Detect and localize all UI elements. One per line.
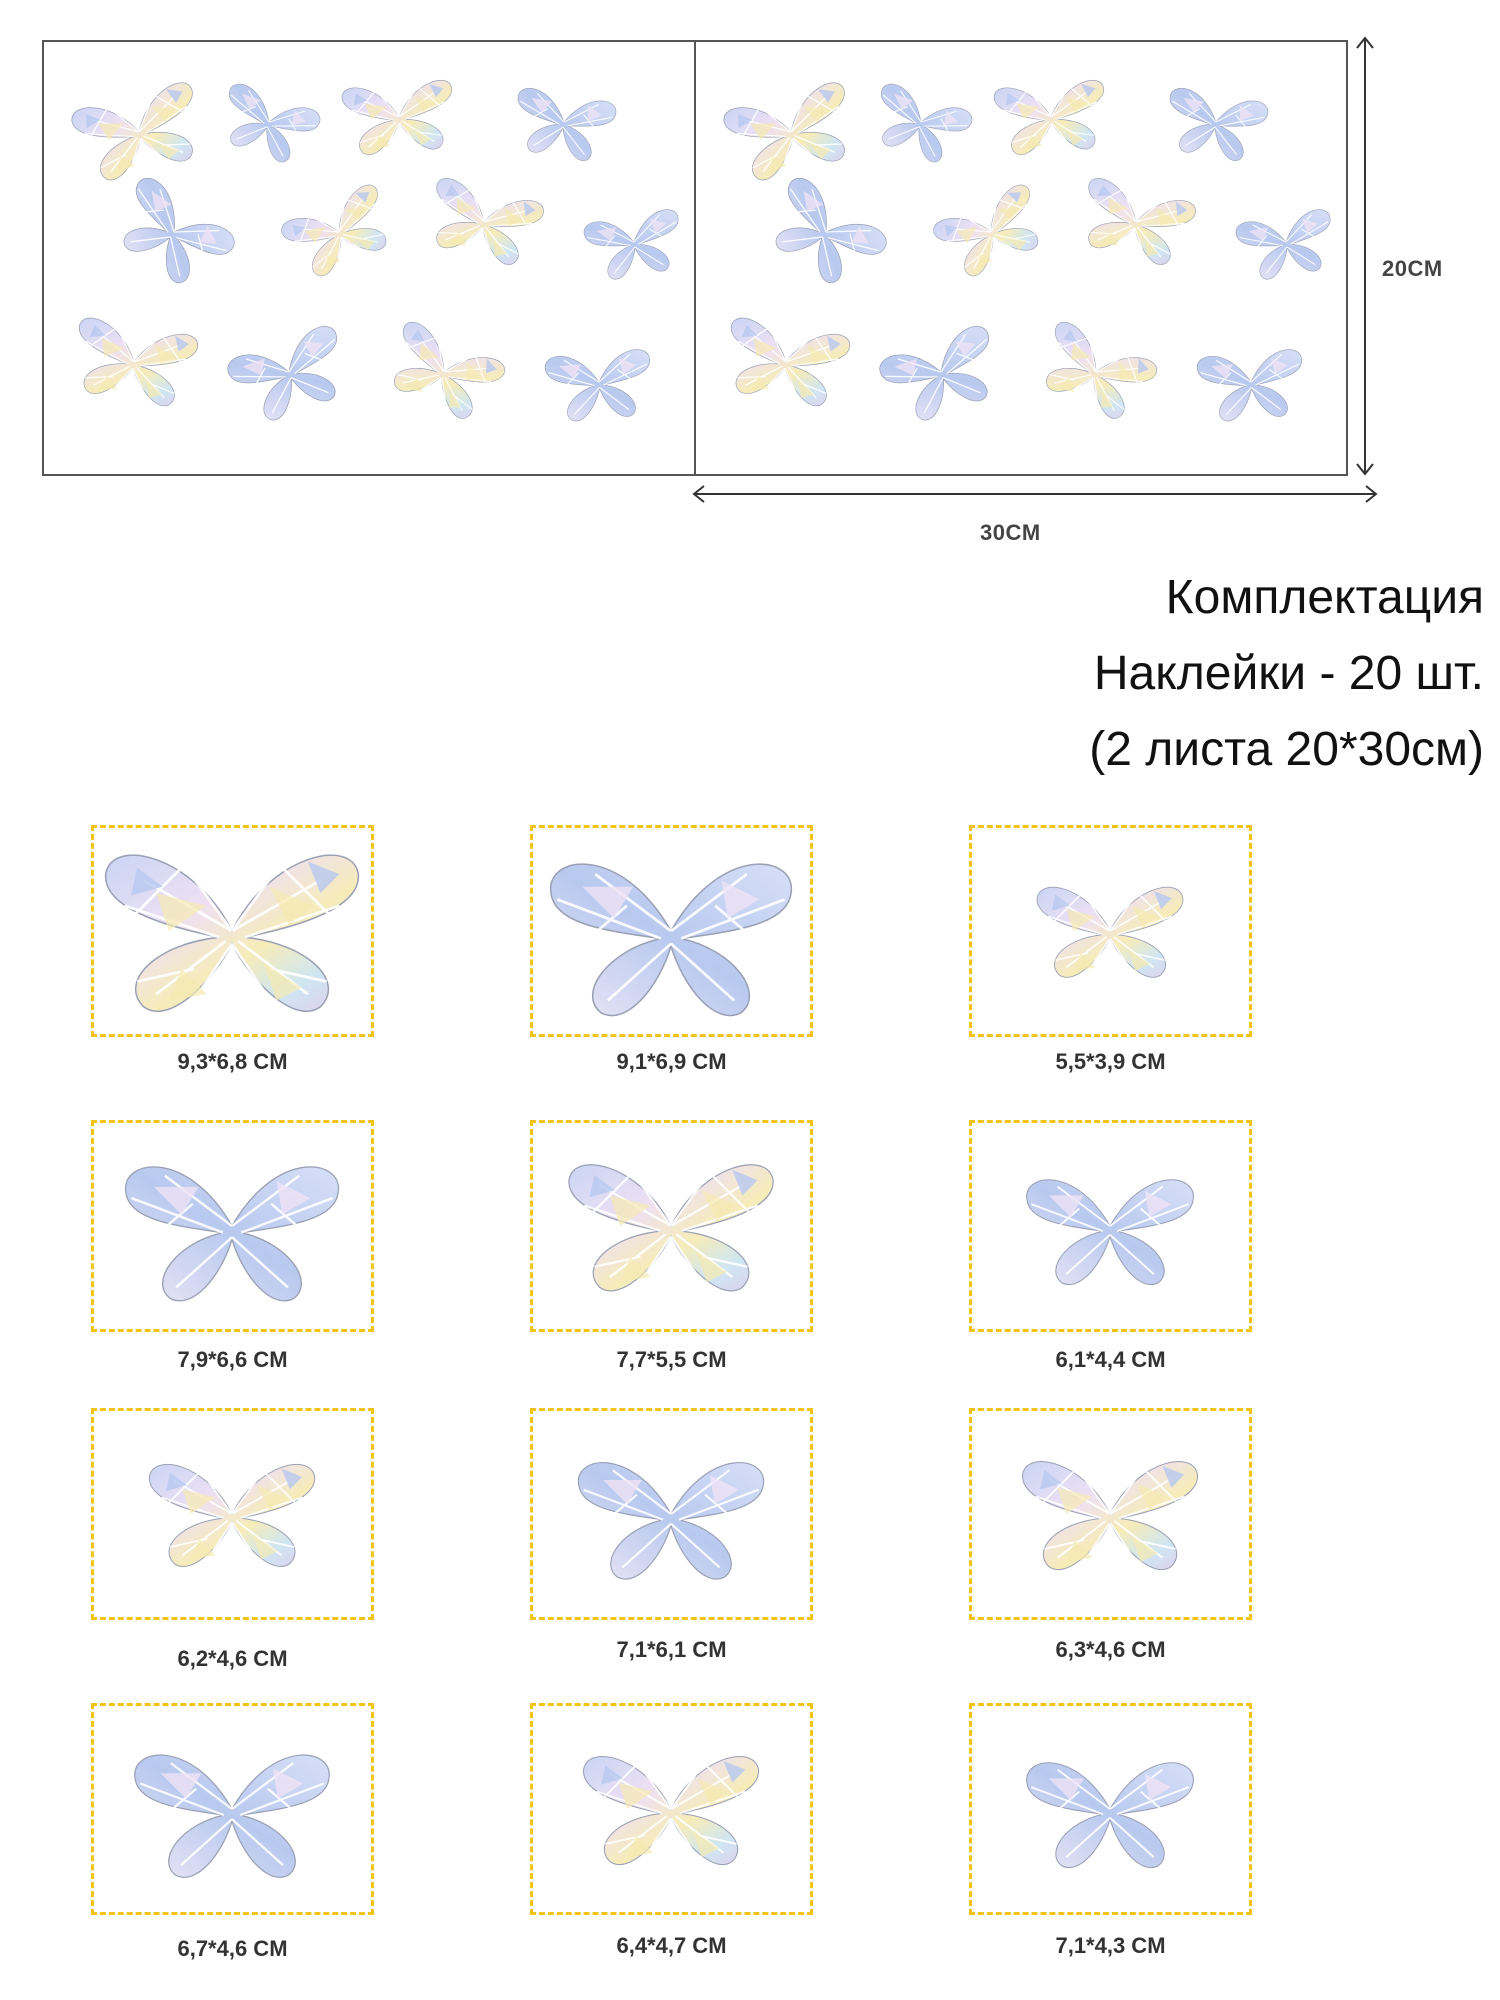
sticker-size: 5,5*3,9 CM [1055,1049,1166,1074]
sticker-sheet-1 [42,40,697,476]
butterfly-icon [94,828,371,1034]
sticker-cell [91,825,374,1037]
sticker-cell [91,1408,374,1620]
kit-count: Наклейки - 20 шт. [1093,647,1484,700]
sticker-cell [969,1120,1252,1332]
butterfly-icon [533,828,810,1034]
sticker-cell [530,1408,813,1620]
butterfly-icon [972,1123,1249,1329]
sticker-size: 6,7*4,6 CM [177,1936,288,1961]
sticker-size: 9,3*6,8 CM [177,1049,288,1074]
butterfly-icon [94,1123,371,1329]
sticker-size: 6,4*4,7 CM [616,1933,727,1958]
butterfly-icon [94,1411,371,1617]
sticker-cell [969,1408,1252,1620]
butterfly-icon [972,1706,1249,1912]
width-label: 30CM [980,520,1041,545]
butterfly-icon [972,828,1249,1034]
sticker-cell [969,1703,1252,1915]
sheet-2-butterflies [696,42,1346,474]
sticker-cell [91,1120,374,1332]
sticker-size: 6,3*4,6 CM [1055,1637,1166,1662]
butterfly-icon [533,1123,810,1329]
sticker-size: 7,7*5,5 CM [616,1347,727,1372]
sheet-1-butterflies [44,42,695,474]
kit-sheets: (2 листа 20*30см) [1089,723,1484,776]
sticker-size: 9,1*6,9 CM [616,1049,727,1074]
sticker-cell [530,1703,813,1915]
butterfly-icon [94,1706,371,1912]
sticker-size: 7,9*6,6 CM [177,1347,288,1372]
sticker-size: 7,1*4,3 CM [1055,1933,1166,1958]
butterfly-icon [972,1411,1249,1617]
sticker-size: 6,2*4,6 CM [177,1646,288,1671]
sticker-cell [530,1120,813,1332]
sticker-cell [969,825,1252,1037]
butterfly-icon [533,1706,810,1912]
butterfly-icon [533,1411,810,1617]
sticker-cell [91,1703,374,1915]
kit-description [1089,560,1484,788]
sticker-sheet-2 [694,40,1348,476]
sticker-cell [530,825,813,1037]
sticker-size: 6,1*4,4 CM [1055,1347,1166,1372]
width-arrow-icon [690,482,1380,506]
height-label: 20CM [1382,256,1443,281]
kit-title: Комплектация [1165,571,1484,624]
height-arrow-icon [1353,34,1377,478]
sticker-size: 7,1*6,1 CM [616,1637,727,1662]
